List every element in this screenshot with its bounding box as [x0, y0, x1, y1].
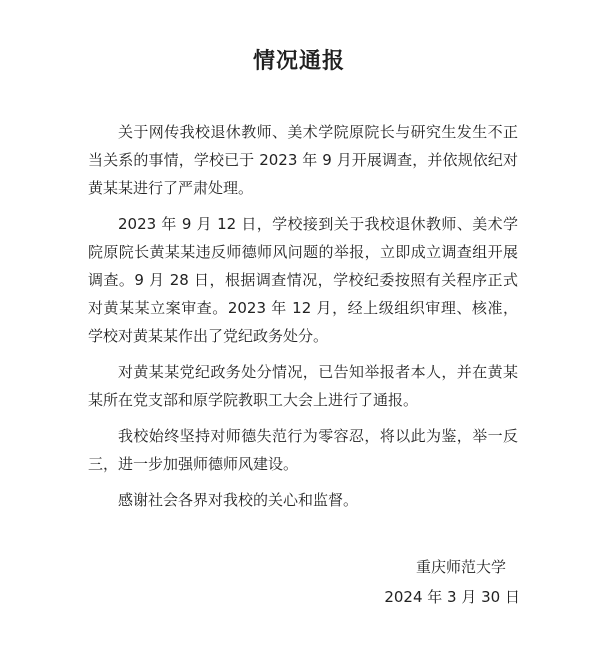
- paragraph-1: 关于网传我校退休教师、美术学院原院长与研究生发生不正当关系的事情，学校已于 2023 年 9 月开展调查，并依规依纪对黄某某进行了严肃处理。: [88, 123, 518, 197]
- paragraph-3: 对黄某某党纪政务处分情况，已告知举报者本人，并在黄某某所在党支部和原学院教职工大会上进行了通报。: [88, 363, 518, 409]
- document-title: 情况通报: [252, 49, 345, 74]
- signature-block: [300, 552, 520, 612]
- signature-organization: 重庆师范大学: [415, 558, 506, 576]
- paragraph-2: 2023 年 9 月 12 日，学校接到关于我校退休教师、美术学院原院长黄某某违反师德师风问题的举报，立即成立调查组开展调查。9 月 28 日，根据调查情况，学校纪委按照有关程序正式对黄某某立案审查。2023 年 12 月，经上级组织审理、核准，学校对黄某某作出了党纪政务处分。: [88, 215, 518, 345]
- document-body: [88, 118, 518, 522]
- signature-date: 2024 年 3 月 30 日: [384, 588, 520, 606]
- paragraph-5: 感谢社会各界对我校的关心和监督。: [118, 491, 359, 509]
- paragraph-4: 我校始终坚持对师德失范行为零容忍，将以此为鉴，举一反三，进一步加强师德师风建设。: [88, 427, 518, 473]
